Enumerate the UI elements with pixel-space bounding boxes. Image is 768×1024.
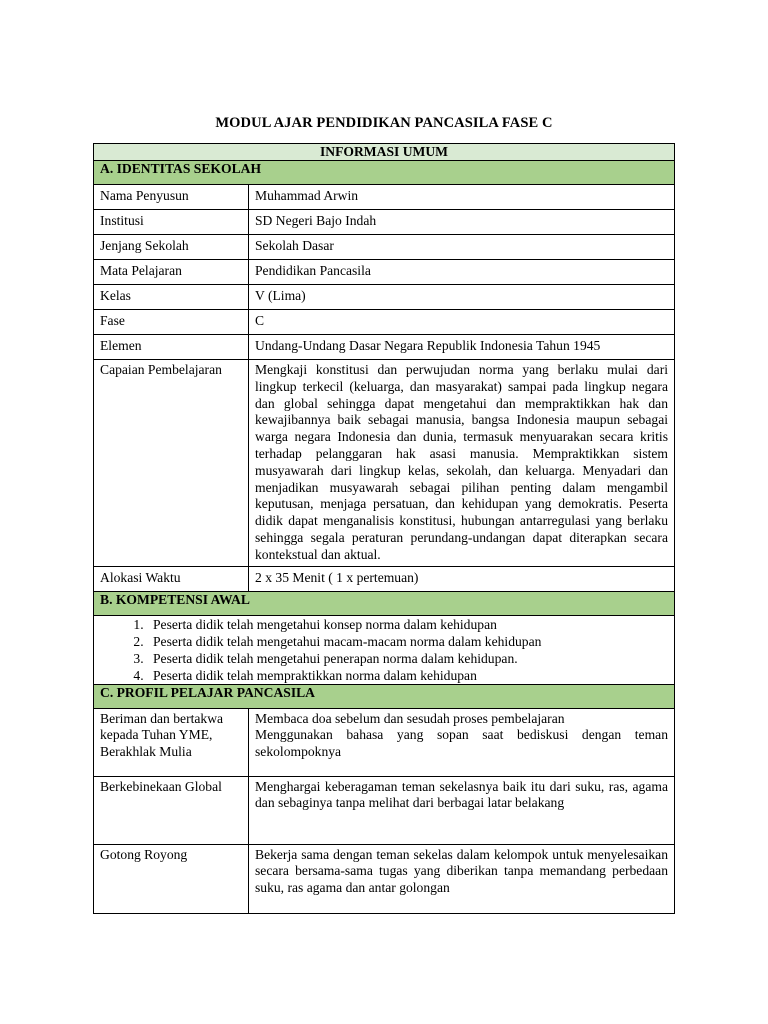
table-row [94,310,675,335]
section-a-row [94,161,675,185]
info-header-row [94,144,675,161]
profil-line: Membaca doa sebelum dan sesudah proses pembelajaran [255,710,565,726]
kompetensi-list-cell [94,615,675,684]
profil-line: Menggunakan bahasa yang sopan saat bediskusi dengan teman sekolompoknya [255,727,668,760]
row-value: V (Lima) [249,285,675,310]
profil-label: Gotong Royong [94,844,249,913]
info-header: INFORMASI UMUM [94,144,675,161]
profil-line: Menghargai keberagaman teman sekelasnya baik itu dari suku, ras, agama dan sebaginya tanpa melihat dari berbagai latar belakang [255,778,668,811]
profil-value [249,776,675,844]
alokasi-row [94,566,675,591]
table-row [94,210,675,235]
profil-value [249,708,675,776]
list-item: 4. Peserta didik telah mempraktikkan norma dalam kehidupan [147,667,668,684]
list-item: 2. Peserta didik telah mengetahui macam-macam norma dalam kehidupan [147,633,668,650]
profil-label: Berkebinekaan Global [94,776,249,844]
row-value: SD Negeri Bajo Indah [249,210,675,235]
row-value: Muhammad Arwin [249,185,675,210]
section-c-row [94,684,675,708]
table-row [94,260,675,285]
row-value: Pendidikan Pancasila [249,260,675,285]
list-item: 1. Peserta didik telah mengetahui konsep norma dalam kehidupan [147,616,668,633]
row-label: Fase [94,310,249,335]
row-label: Kelas [94,285,249,310]
list-item: 3. Peserta didik telah mengetahui penerapan norma dalam kehidupan. [147,650,668,667]
row-label: Institusi [94,210,249,235]
row-value: Undang-Undang Dasar Negara Republik Indonesia Tahun 1945 [249,335,675,360]
capaian-row [94,360,675,567]
section-b-title: B. KOMPETENSI AWAL [94,591,675,615]
alokasi-value: 2 x 35 Menit ( 1 x pertemuan) [249,566,675,591]
row-label: Nama Penyusun [94,185,249,210]
profil-row [94,776,675,844]
table-row [94,335,675,360]
section-b-row [94,591,675,615]
module-table [93,143,675,914]
row-value: Sekolah Dasar [249,235,675,260]
table-row [94,235,675,260]
row-label: Jenjang Sekolah [94,235,249,260]
document-title: MODUL AJAR PENDIDIKAN PANCASILA FASE C [215,115,553,131]
profil-label: Beriman dan bertakwa kepada Tuhan YME, Berakhlak Mulia [94,708,249,776]
table-row [94,185,675,210]
capaian-value: Mengkaji konstitusi dan perwujudan norma yang berlaku mulai dari lingkup terkecil (keluarga, dan masyarakat) sampai pada lingkup negara dan global sehingga dapat mengetahui dan mempraktikkan hak dan kewajibannya baik sebagai manusia, bangsa Indonesia maupun sebagai warga negara Indonesia dan dunia, termasuk menyuarakan secara kritis terhadap pelanggaran hak asasi manusia. Mempraktikkan sistem musyawarah dari lingkup kelas, sekolah, dan keluarga. Menyadari dan menjadikan musyawarah sebagai pilihan penting dalam mengambil keputusan, menjaga persatuan, dan kehidupan yang demokratis. Peserta didik dapat menganalisis konstitusi, hubungan antarregulasi yang berlaku sehingga segala peraturan perundang-undangan dapat diterapkan secara kontekstual dan aktual. [249,360,675,567]
table-row [94,285,675,310]
kompetensi-row [94,615,675,684]
profil-row [94,844,675,913]
kompetensi-list [100,616,668,684]
profil-line: Bekerja sama dengan teman sekelas dalam kelompok untuk menyelesaikan secara bersama-sama tugas yang diberikan tanpa memandang perbedaan suku, ras agama dan antar golongan [255,846,668,896]
row-value: C [249,310,675,335]
capaian-label: Capaian Pembelajaran [94,360,249,567]
row-label: Mata Pelajaran [94,260,249,285]
profil-row [94,708,675,776]
alokasi-label: Alokasi Waktu [94,566,249,591]
row-label: Elemen [94,335,249,360]
profil-value [249,844,675,913]
section-a-title: A. IDENTITAS SEKOLAH [94,161,675,185]
section-c-title: C. PROFIL PELAJAR PANCASILA [94,684,675,708]
